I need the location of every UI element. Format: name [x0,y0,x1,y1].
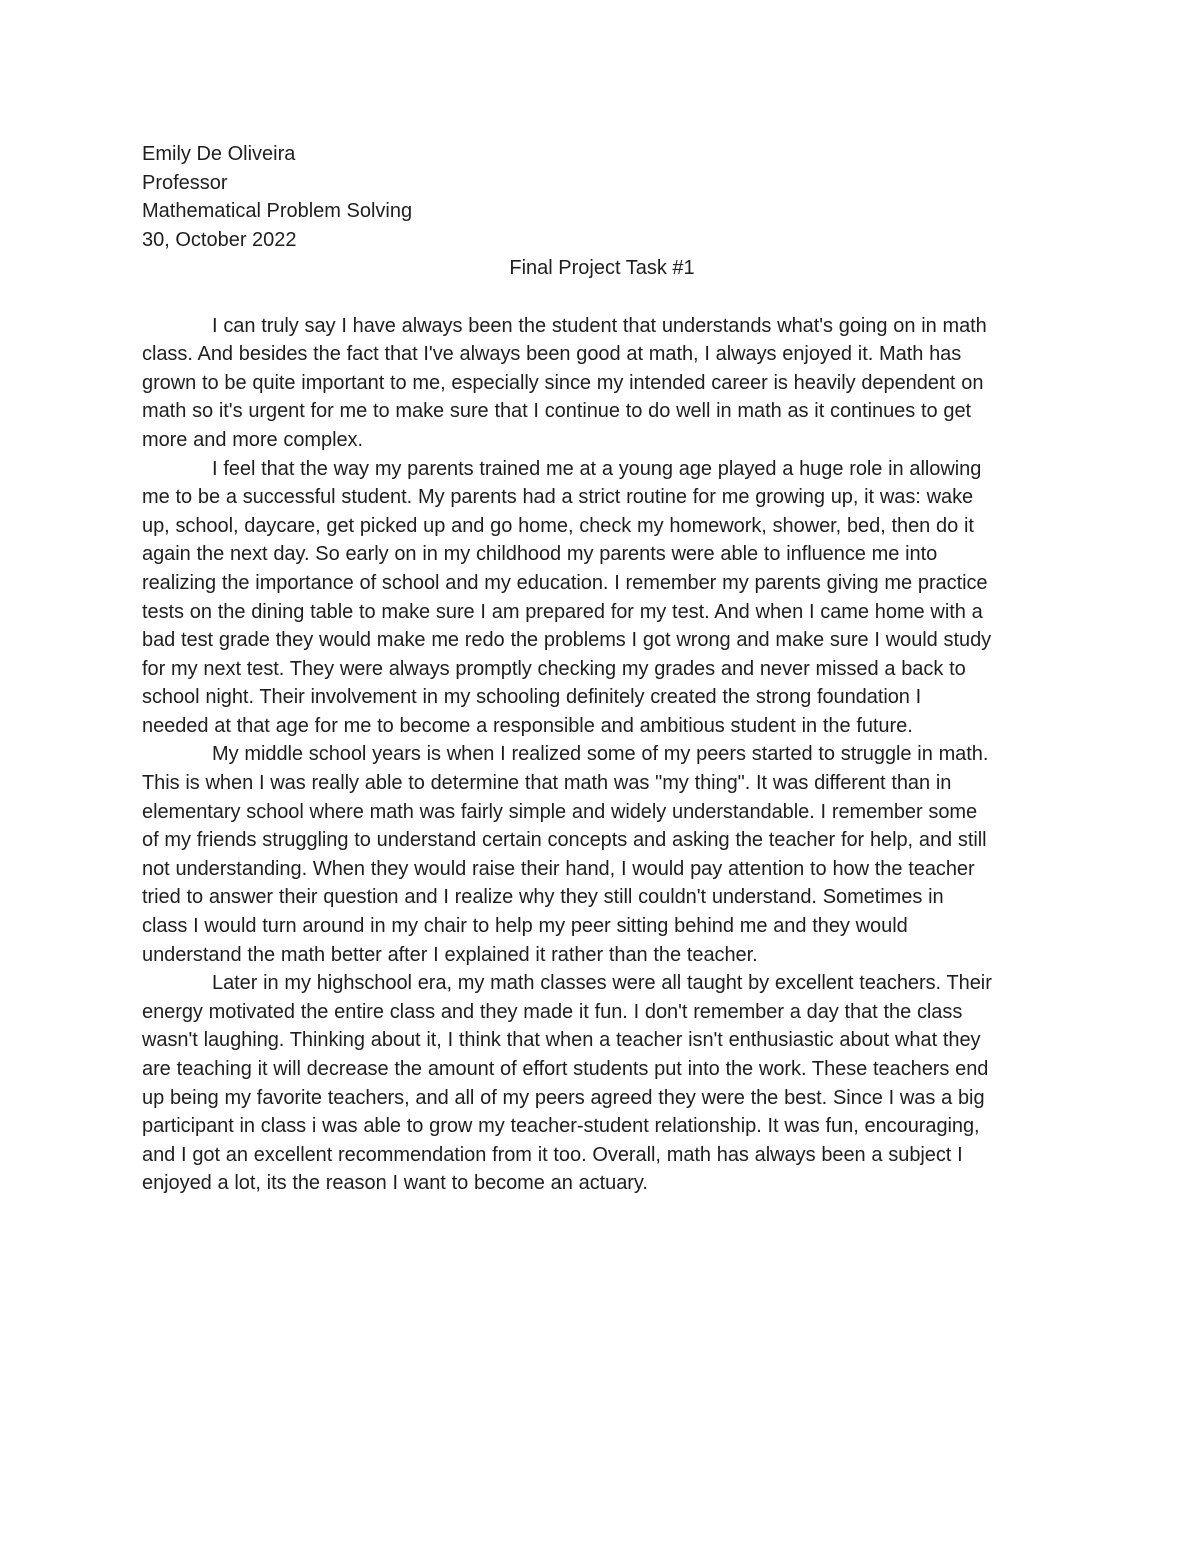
paragraph-line: class. And besides the fact that I've always been good at math, I always enjoyed it. Math has [142,343,962,366]
paragraph-line: energy motivated the entire class and they made it fun. I don't remember a day that the class [142,1000,963,1023]
paragraph-4 [142,969,1062,1198]
paragraph-1 [142,312,1062,455]
paragraph-line: tests on the dining table to make sure I am prepared for my test. And when I came home with a [142,600,983,623]
paragraph-line: wasn't laughing. Thinking about it, I think that when a teacher isn't enthusiastic about what they [142,1029,981,1052]
paragraph-line: I feel that the way my parents trained me at a young age played a huge role in allowing [212,457,982,480]
paragraph-line: class I would turn around in my chair to help my peer sitting behind me and they would [142,915,908,938]
author-name: Emily De Oliveira [142,143,296,165]
paragraph-line: more and more complex. [142,428,364,451]
professor-line: Professor [142,171,228,194]
essay-body [142,312,1062,1198]
paragraph-line: elementary school where math was fairly simple and widely understandable. I remember some [142,800,978,823]
document-title: Final Project Task #1 [509,257,695,280]
paragraph-line: again the next day. So early on in my childhood my parents were able to influence me into [142,543,938,566]
document-date: 30, October 2022 [142,228,297,251]
course-name: Mathematical Problem Solving [142,200,413,223]
paragraph-line: math so it's urgent for me to make sure that I continue to do well in math as it continues to get [142,400,972,423]
paragraph-2 [142,455,1062,741]
paragraph-line: participant in class i was able to grow my teacher-student relationship. It was fun, encouraging, [142,1115,980,1138]
paragraph-line: me to be a successful student. My parents had a strict routine for me growing up, it was: wake [142,486,974,509]
paragraph-line: up, school, daycare, get picked up and go home, check my homework, shower, bed, then do it [142,514,974,537]
document-page [142,140,1062,1198]
paragraph-line: school night. Their involvement in my schooling definitely created the strong foundation I [142,686,922,709]
paragraph-line: My middle school years is when I realized some of my peers started to struggle in math. [212,743,989,766]
paragraph-line: and I got an excellent recommendation from it too. Overall, math has always been a subject I [142,1143,963,1166]
paragraph-line: needed at that age for me to become a responsible and ambitious student in the future. [142,714,913,737]
paragraph-line: understand the math better after I explained it rather than the teacher. [142,943,758,966]
paragraph-3 [142,740,1062,969]
paragraph-line: are teaching it will decrease the amount of effort students put into the work. These teachers end [142,1058,989,1080]
paragraph-line: up being my favorite teachers, and all of my peers agreed they were the best. Since I was a big [142,1086,985,1109]
paragraph-line: realizing the importance of school and my education. I remember my parents giving me practice [142,571,988,594]
paragraph-line: bad test grade they would make me redo the problems I got wrong and make sure I would study [142,629,992,652]
paragraph-line: not understanding. When they would raise their hand, I would pay attention to how the teacher [142,857,975,880]
paragraph-line: for my next test. They were always promptly checking my grades and never missed a back to [142,657,966,680]
paragraph-line: Later in my highschool era, my math classes were all taught by excellent teachers. Their [212,972,992,995]
paragraph-line: tried to answer their question and I realize why they still couldn't understand. Sometimes in [142,886,944,909]
paragraph-line: grown to be quite important to me, especially since my intended career is heavily dependent on [142,371,984,394]
paragraph-line: I can truly say I have always been the student that understands what's going on in math [212,314,987,337]
paragraph-line: of my friends struggling to understand certain concepts and asking the teacher for help, and still [142,829,987,852]
paragraph-line: enjoyed a lot, its the reason I want to become an actuary. [142,1172,648,1195]
paragraph-line: This is when I was really able to determine that math was "my thing". It was different than in [142,772,952,795]
